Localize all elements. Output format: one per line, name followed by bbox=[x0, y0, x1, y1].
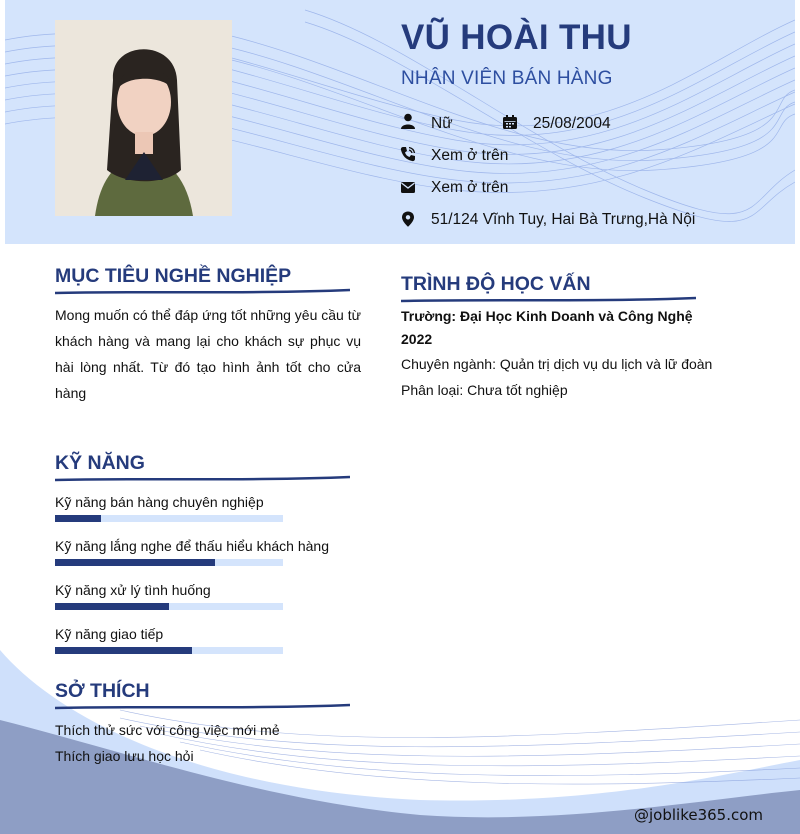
skill-bar-fill bbox=[55, 515, 101, 522]
skill-bar-fill bbox=[55, 559, 215, 566]
skills-underline bbox=[55, 475, 350, 483]
gender-value: Nữ bbox=[431, 115, 453, 132]
hobbies-title: SỞ THÍCH bbox=[55, 680, 150, 702]
brand-watermark: @joblike365.com bbox=[634, 806, 764, 824]
skill-label: Kỹ năng giao tiếp bbox=[55, 626, 164, 642]
calendar-icon bbox=[502, 114, 518, 130]
hobbies-underline bbox=[55, 703, 350, 711]
skill-bar bbox=[55, 647, 283, 654]
phone-value: Xem ở trên bbox=[431, 147, 509, 164]
hobby-item: Thích thử sức với công việc mới mẻ bbox=[55, 722, 280, 738]
education-classification: Phân loại: Chưa tốt nghiệp bbox=[401, 382, 568, 398]
education-major: Chuyên ngành: Quản trị dịch vụ du lịch và lữ đoàn bbox=[401, 356, 713, 372]
email-icon bbox=[400, 179, 416, 195]
education-school: Trường: Đại Học Kinh Doanh và Công Nghệ bbox=[401, 308, 693, 324]
skill-label: Kỹ năng lắng nghe để thấu hiểu khách hàng bbox=[55, 538, 330, 554]
objective-text: Mong muốn có thể đáp ứng tốt những yêu cầu từ khách hàng và mang lại cho khách sự phục vụ hài lòng nhất. Từ đó tạo hình ảnh tốt cho cửa hàng bbox=[55, 307, 361, 401]
skill-bar-fill bbox=[55, 603, 169, 610]
profile-photo-illustration bbox=[55, 20, 232, 216]
skill-bar bbox=[55, 515, 283, 522]
skills-title: KỸ NĂNG bbox=[55, 452, 145, 474]
job-title: NHÂN VIÊN BÁN HÀNG bbox=[401, 68, 613, 89]
objective-underline bbox=[55, 288, 350, 296]
location-icon bbox=[400, 211, 416, 227]
user-icon bbox=[400, 113, 416, 129]
hobby-item: Thích giao lưu học hỏi bbox=[55, 748, 194, 764]
education-year: 2022 bbox=[401, 331, 433, 347]
education-title: TRÌNH ĐỘ HỌC VẤN bbox=[401, 273, 591, 295]
profile-photo bbox=[55, 20, 232, 216]
skill-label: Kỹ năng xử lý tình huống bbox=[55, 582, 211, 598]
candidate-name: VŨ HOÀI THU bbox=[401, 18, 632, 57]
email-value: Xem ở trên bbox=[431, 179, 509, 196]
birthdate-value: 25/08/2004 bbox=[533, 115, 611, 132]
skill-bar bbox=[55, 603, 283, 610]
skill-label: Kỹ năng bán hàng chuyên nghiệp bbox=[55, 494, 264, 510]
objective-title: MỤC TIÊU NGHỀ NGHIỆP bbox=[55, 265, 292, 287]
phone-icon bbox=[400, 146, 416, 162]
skill-bar bbox=[55, 559, 283, 566]
skill-bar-fill bbox=[55, 647, 192, 654]
address-value: 51/124 Vĩnh Tuy, Hai Bà Trưng,Hà Nội bbox=[431, 211, 696, 228]
